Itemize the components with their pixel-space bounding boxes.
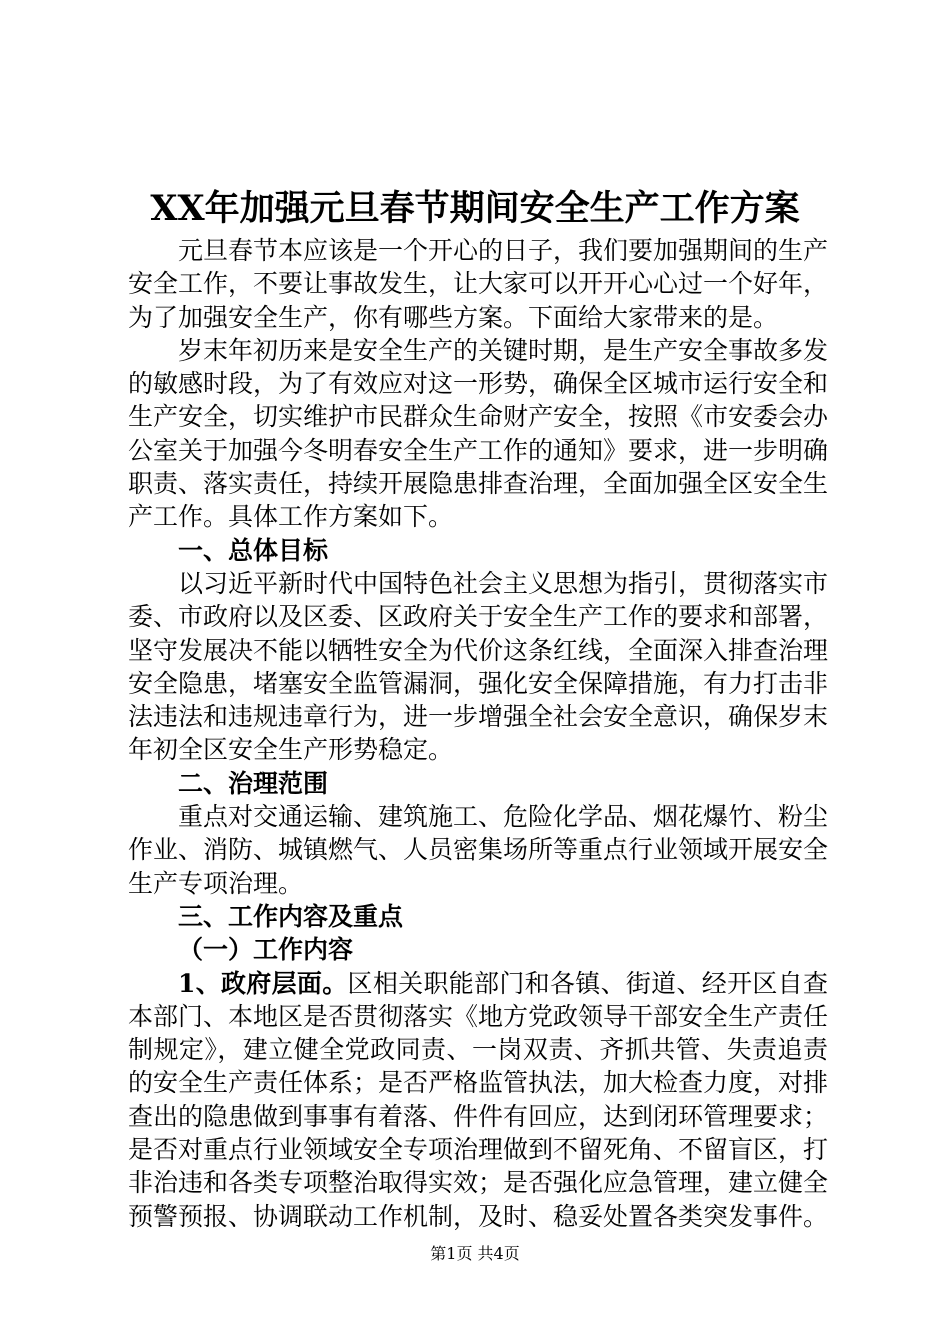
- item-body-text: 区相关职能部门和各镇、街道、经开区自查本部门、本地区是否贯彻落实《地方党政领导干部安全生产责任制规定》，建立健全党政同责、一岗双责、齐抓共管、失责追责的安全生产责任体系；是否严格监管执法，加大检查力度，对排查出的隐患做到事事有着落、件件有回应，达到闭环管理要求；是否对重点行业领域安全专项治理做到不留死角、不留盲区，打非治违和各类专项整治取得实效；是否强化应急管理，建立健全预警预报、协调联动工作机制，及时、稳妥处置各类突发事件。: [128, 968, 829, 1231]
- document-title: XX年加强元旦春节期间安全生产工作方案: [150, 188, 800, 229]
- intro-paragraph: 岁末年初历来是安全生产的关键时期，是生产安全事故多发的敏感时段，为了有效应对这一形势，确保全区城市运行安全和生产安全，切实维护市民群众生命财产安全，按照《市安委会办公室关于加强今冬明春安全生产工作的通知》要求，进一步明确职责、落实责任，持续开展隐患排查治理，全面加强全区安全生产工作。具体工作方案如下。: [128, 335, 829, 532]
- section-goals-text: 以习近平新时代中国特色社会主义思想为指引，贯彻落实市委、市政府以及区委、区政府关于安全生产工作的要求和部署，坚守发展决不能以牺牲安全为代价这条红线，全面深入排查治理安全隐患，堵塞安全监管漏洞，强化安全保障措施，有力打击非法违法和违规违章行为，进一步增强全社会安全意识，确保岁末年初全区安全生产形势稳定。: [128, 568, 829, 765]
- subsection-heading-work-content: （一）工作内容: [178, 935, 354, 965]
- intro-paragraph: 元旦春节本应该是一个开心的日子，我们要加强期间的生产安全工作，不要让事故发生，让大家可以开开心心过一个好年，为了加强安全生产，你有哪些方案。下面给大家带来的是。: [128, 236, 829, 332]
- section-heading-content: 三、工作内容及重点: [178, 901, 404, 931]
- section-scope-text: 重点对交通运输、建筑施工、危险化学品、烟花爆竹、粉尘作业、消防、城镇燃气、人员密集场所等重点行业领域开展安全生产专项治理。: [128, 802, 829, 898]
- section-heading-scope: 二、治理范围: [178, 768, 329, 798]
- document-body: [128, 234, 828, 1233]
- section-heading-goals: 一、总体目标: [178, 535, 329, 565]
- page-number: 第1页 共4页: [430, 1244, 520, 1263]
- item-government-level: [128, 967, 828, 1233]
- item-lead-label: 1、政府层面。: [178, 968, 348, 998]
